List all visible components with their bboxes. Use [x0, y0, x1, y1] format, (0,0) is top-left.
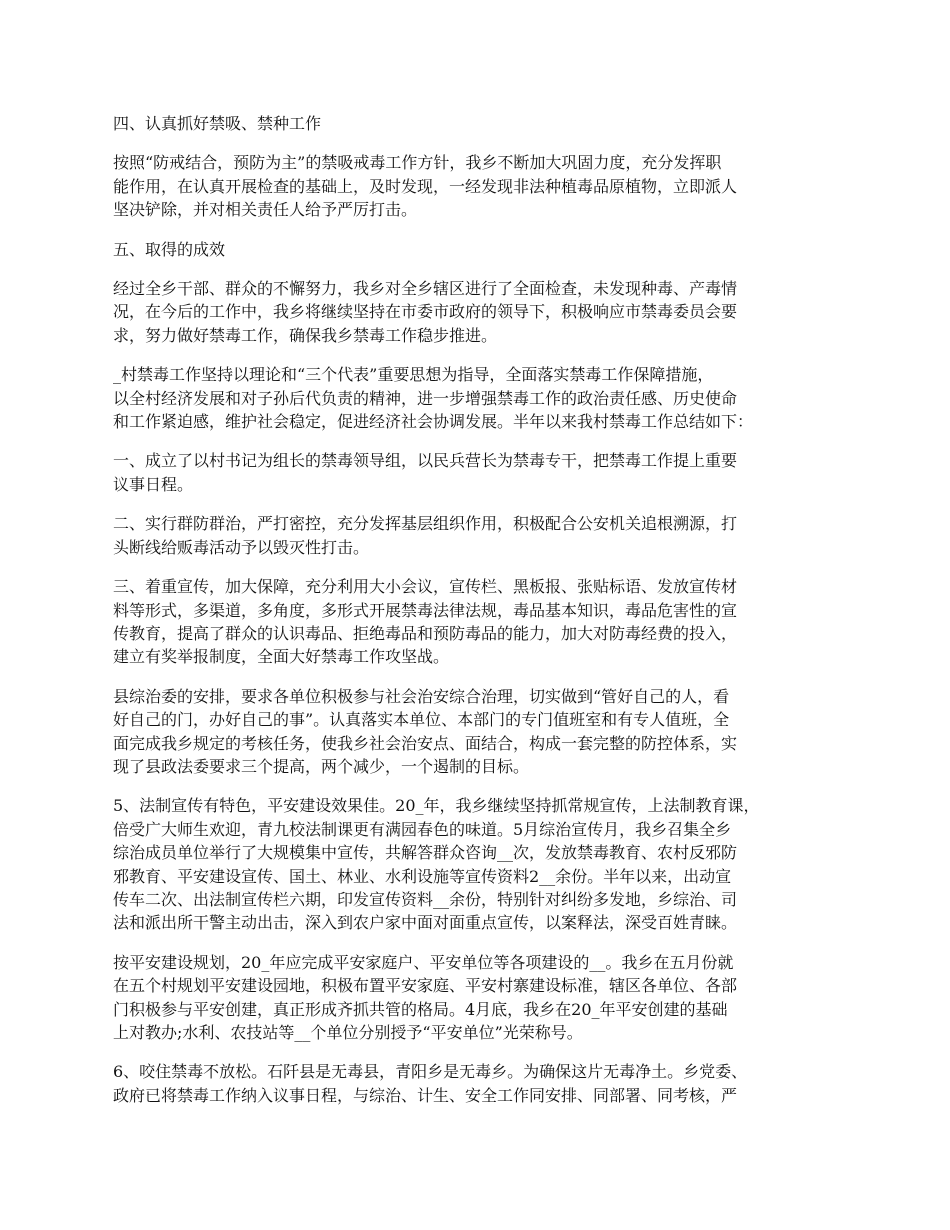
text-line: 头断线给贩毒活动予以毁灭性打击。 [113, 537, 370, 557]
text-line: 在五个村规划平安建设园地，积极布置平安家庭、平安村寨建设标准，辖区各单位、各部 [113, 976, 738, 996]
paragraph [113, 151, 848, 221]
paragraph [113, 277, 848, 347]
text-line: 按平安建设规划，20_年应完成平安家庭户、平安单位等各项建设的__。我乡在五月份就 [113, 952, 734, 972]
text-line: 一、成立了以村书记为组长的禁毒领导组，以民兵营长为禁毒专干，把禁毒工作提上重要 [113, 451, 738, 471]
text-line: 坚决铲除，并对相关责任人给予严厉打击。 [113, 200, 418, 220]
text-line: 议事日程。 [113, 474, 194, 494]
paragraph [113, 575, 848, 669]
text-line: 倍受广大师生欢迎，青九校法制课更有满园春色的味道。5月综治宣传月，我乡召集全乡 [113, 819, 732, 839]
text-line: 三、着重宣传，加大保障，充分利用大小会议，宣传栏、黑板报、张贴标语、发放宣传材 [113, 577, 738, 597]
text-line: 上对教办;水利、农技站等__个单位分别授予“平安单位”光荣称号。 [113, 1023, 583, 1042]
section-heading-4 [113, 112, 848, 135]
text-line: 按照“防戒结合，预防为主”的禁吸戒毒工作方针，我乡不断加大巩固力度，充分发挥职 [113, 153, 722, 173]
text-line: 经过全乡干部、群众的不懈努力，我乡对全乡辖区进行了全面检查，未发现种毒、产毒情 [113, 279, 738, 299]
paragraph [113, 363, 848, 433]
text-line: 6、咬住禁毒不放松。石阡县是无毒县，青阳乡是无毒乡。为确保这片无毒净土。乡党委、 [113, 1062, 748, 1082]
text-line: 县综治委的安排，要求各单位积极参与社会治安综合治理，切实做到“管好自己的人，看 [113, 686, 730, 706]
text-line: 法和派出所干警主动出击，深入到农户家中面对面重点宣传，以案释法，深受百姓青睐。 [113, 913, 738, 933]
text-line: 现了县政法委要求三个提高，两个减少，一个遏制的目标。 [113, 756, 530, 776]
text-line: 四、认真抓好禁吸、禁种工作 [113, 114, 322, 133]
text-line: 政府已将禁毒工作纳入议事日程，与综治、计生、安全工作同安排、同部署、同考核，严 [113, 1085, 738, 1105]
text-line: 料等形式，多渠道，多角度，多形式开展禁毒法律法规，毒品基本知识，毒品危害性的宣 [113, 600, 738, 620]
text-line: 二、实行群防群治，严打密控，充分发挥基层组织作用，积极配合公安机关追根溯源，打 [113, 514, 738, 534]
text-line: 传教育，提高了群众的认识毒品、拒绝毒品和预防毒品的能力，加大对防毒经费的投入， [113, 623, 738, 643]
text-line: 五、取得的成效 [113, 239, 226, 259]
text-line: 邪教育、平安建设宣传、国土、林业、水利设施等宣传资料2__余份。半年以来，出动宣 [113, 866, 732, 886]
text-line: 综治成员单位举行了大规模集中宣传，共解答群众咨询__次，发放禁毒教育、农村反邪防 [113, 843, 738, 863]
paragraph [113, 685, 848, 779]
text-line: 和工作紧迫感，维护社会稳定，促进经济社会协调发展。半年以来我村禁毒工作总结如下： [113, 412, 754, 432]
text-line: 5、法制宣传有特色，平安建设效果佳。20_年，我乡继续坚持抓常规宣传，上法制教育课， [113, 796, 760, 816]
text-line: 传车二次、出法制宣传栏六期，印发宣传资料__余份，特别针对纠纷多发地，乡综治、司 [113, 889, 738, 909]
text-line: 好自己的门，办好自己的事”。认真落实本单位、本部门的专门值班室和有专人值班，全 [113, 710, 730, 730]
text-line: _村禁毒工作坚持以理论和“三个代表”重要思想为指导，全面落实禁毒工作保障措施， [113, 365, 714, 385]
text-line: 求，努力做好禁毒工作，确保我乡禁毒工作稳步推进。 [113, 325, 498, 345]
section-heading-5 [113, 238, 848, 261]
paragraph [113, 449, 848, 496]
text-line: 门积极参与平安创建，真正形成齐抓共管的格局。4月底，我乡在20_年平安创建的基础 [113, 999, 728, 1019]
text-line: 面完成我乡规定的考核任务，使我乡社会治安点、面结合，构成一套完整的防控体系，实 [113, 733, 738, 753]
paragraph [113, 794, 848, 934]
paragraph [113, 1060, 848, 1107]
text-line: 况，在今后的工作中，我乡将继续坚持在市委市政府的领导下，积极响应市禁毒委员会要 [113, 302, 738, 322]
document-page [113, 112, 848, 1123]
text-line: 以全村经济发展和对子孙后代负责的精神，进一步增强禁毒工作的政治责任感、历史使命 [113, 388, 738, 408]
paragraph [113, 512, 848, 559]
text-line: 能作用，在认真开展检查的基础上，及时发现，一经发现非法种植毒品原植物，立即派人 [113, 176, 738, 196]
text-line: 建立有奖举报制度，全面大好禁毒工作攻坚战。 [113, 647, 450, 667]
paragraph [113, 951, 848, 1045]
